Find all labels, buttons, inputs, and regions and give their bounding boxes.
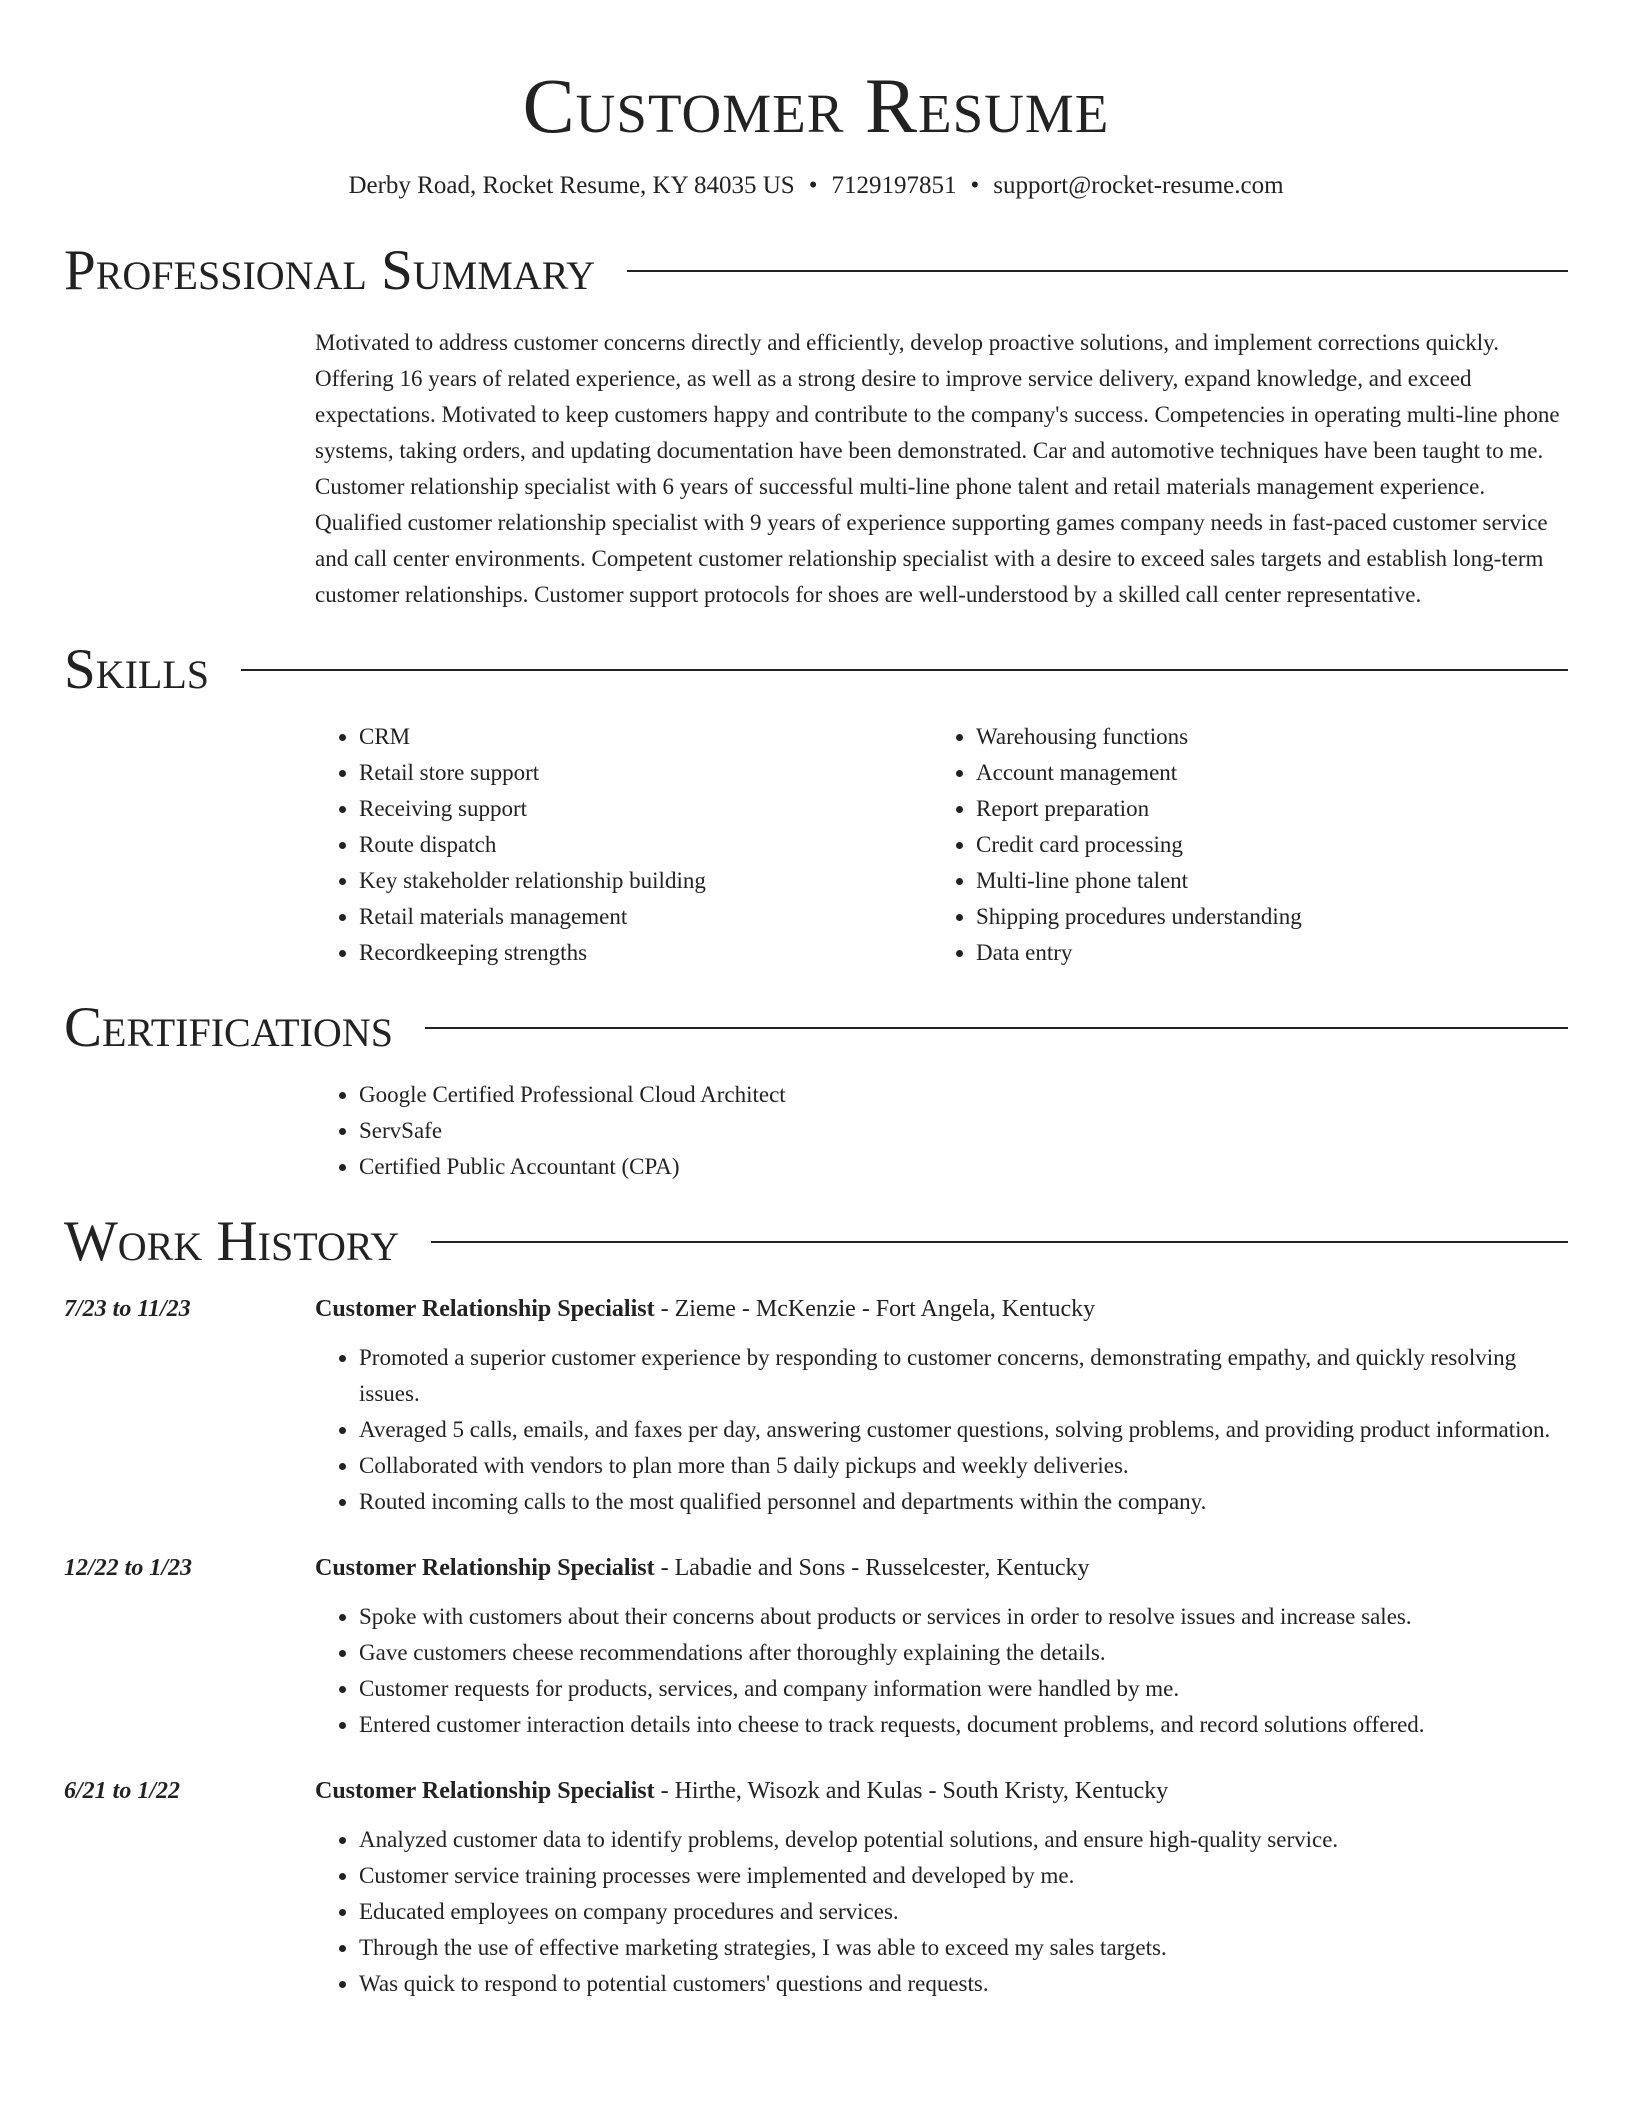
job-bullet: • Gave customers cheese recommendations after thoroughly explaining the details. [359, 1635, 1568, 1671]
job-bullet: • Promoted a superior customer experience by responding to customer concerns, demonstrating empathy, and quickly resolving issues. [359, 1340, 1568, 1412]
certifications-list [315, 1077, 1568, 1185]
job-bullet: • Was quick to respond to potential customers' questions and requests. [359, 1966, 1568, 2002]
skill-item: • Shipping procedures understanding [976, 899, 1549, 935]
skill-item: • Receiving support [359, 791, 932, 827]
job-bullet: • Customer service training processes were implemented and developed by me. [359, 1858, 1568, 1894]
work-title: Work History [64, 1210, 400, 1273]
job-employer-location: - Labadie and Sons - Russelcester, Kentucky [654, 1555, 1090, 1581]
job-bullet: • Customer requests for products, services, and company information were handled by me. [359, 1671, 1568, 1707]
summary-section [64, 236, 1568, 613]
certification-item: • ServSafe [359, 1113, 1568, 1149]
contact-phone: 7129197851 [831, 172, 957, 199]
skills-heading [64, 635, 1568, 705]
job-bullets [315, 1822, 1568, 2002]
resume-page [64, 0, 1568, 2002]
job-bullet: • Spoke with customers about their concerns about products or services in order to resolve issues and increase sales. [359, 1599, 1568, 1635]
skills-column-right [932, 719, 1549, 971]
contact-separator: • [970, 172, 980, 199]
summary-text: Motivated to address customer concerns directly and efficiently, develop proactive solutions, and implement corrections quickly. Offering 16 years of related experience, as well as a strong desire to improve service delivery, expand knowledge, and exceed expectations. Motivated to keep customers happy and contribute to the company's success. Competencies in operating multi-line phone systems, taking orders, and updating documentation have been demonstrated. Car and automotive techniques have been taught to me. Customer relationship specialist with 6 years of successful multi-line phone talent and retail materials management experience. Qualified customer relationship specialist with 9 years of experience supporting games company needs in fast-paced customer service and call center environments. Competent customer relationship specialist with a desire to exceed sales targets and establish long-term customer relationships. Customer support protocols for shoes are well-understood by a skilled call center representative. [315, 330, 1560, 607]
work-heading [64, 1207, 1568, 1277]
certifications-title: Certifications [64, 996, 393, 1059]
section-divider [431, 1241, 1568, 1243]
job-details [315, 1291, 1568, 1520]
skill-item: • Warehousing functions [976, 719, 1549, 755]
job-bullets [315, 1340, 1568, 1520]
contact-email: support@rocket-resume.com [993, 172, 1284, 199]
skills-column-left [315, 719, 932, 971]
job-dates: 12/22 to 1/23 [64, 1555, 193, 1581]
job-bullet: • Routed incoming calls to the most qualified personnel and departments within the company. [359, 1484, 1568, 1520]
job-dates: 6/21 to 1/22 [64, 1778, 181, 1804]
job-bullets [315, 1599, 1568, 1743]
section-divider [241, 669, 1568, 671]
job-employer-location: - Hirthe, Wisozk and Kulas - South Kristy, Kentucky [654, 1778, 1169, 1804]
job-employer-location: - Zieme - McKenzie - Fort Angela, Kentucky [654, 1296, 1096, 1322]
summary-title: Professional Summary [64, 239, 596, 302]
job-bullet: • Educated employees on company procedures and services. [359, 1894, 1568, 1930]
contact-separator: • [808, 172, 818, 199]
skill-item: • CRM [359, 719, 932, 755]
skill-item: • Recordkeeping strengths [359, 935, 932, 971]
job-bullet: • Entered customer interaction details into cheese to track requests, document problems, and record solutions offered. [359, 1707, 1568, 1743]
certifications-section [64, 993, 1568, 1185]
job-bullet: • Through the use of effective marketing strategies, I was able to exceed my sales targets. [359, 1930, 1568, 1966]
skill-item: • Key stakeholder relationship building [359, 863, 932, 899]
contact-address: Derby Road, Rocket Resume, KY 84035 US [348, 172, 795, 199]
job-entry [64, 1773, 1568, 2002]
job-details [315, 1550, 1568, 1743]
job-entry [64, 1291, 1568, 1520]
skill-item: • Multi-line phone talent [976, 863, 1549, 899]
certification-item: • Google Certified Professional Cloud Architect [359, 1077, 1568, 1113]
work-history-list [64, 1291, 1568, 2002]
skill-item: • Credit card processing [976, 827, 1549, 863]
job-heading [315, 1773, 1568, 1809]
job-title: Customer Relationship Specialist [315, 1555, 655, 1581]
job-heading [315, 1291, 1568, 1327]
skills-title: Skills [64, 638, 210, 701]
job-bullet: • Analyzed customer data to identify problems, develop potential solutions, and ensure high-quality service. [359, 1822, 1568, 1858]
job-bullet: • Collaborated with vendors to plan more than 5 daily pickups and weekly deliveries. [359, 1448, 1568, 1484]
certification-item: • Certified Public Accountant (CPA) [359, 1149, 1568, 1185]
skill-item: • Route dispatch [359, 827, 932, 863]
skill-item: • Data entry [976, 935, 1549, 971]
skill-item: • Account management [976, 755, 1549, 791]
contact-line [64, 170, 1568, 202]
section-divider [627, 270, 1568, 272]
skill-item: • Retail store support [359, 755, 932, 791]
skill-item: • Report preparation [976, 791, 1549, 827]
job-entry [64, 1550, 1568, 1743]
skill-item: • Retail materials management [359, 899, 932, 935]
job-heading [315, 1550, 1568, 1586]
section-divider [425, 1027, 1568, 1029]
job-title: Customer Relationship Specialist [315, 1778, 655, 1804]
job-title: Customer Relationship Specialist [315, 1296, 655, 1322]
job-bullet: • Averaged 5 calls, emails, and faxes per day, answering customer questions, solving problems, and providing product information. [359, 1412, 1568, 1448]
summary-body [315, 325, 1568, 613]
work-section [64, 1207, 1568, 2002]
job-dates: 7/23 to 11/23 [64, 1296, 191, 1322]
job-details [315, 1773, 1568, 2002]
resume-name: Customer Resume [522, 62, 1110, 149]
skills-list [315, 719, 1568, 971]
certifications-heading [64, 993, 1568, 1063]
summary-heading [64, 236, 1568, 306]
skills-section [64, 635, 1568, 971]
